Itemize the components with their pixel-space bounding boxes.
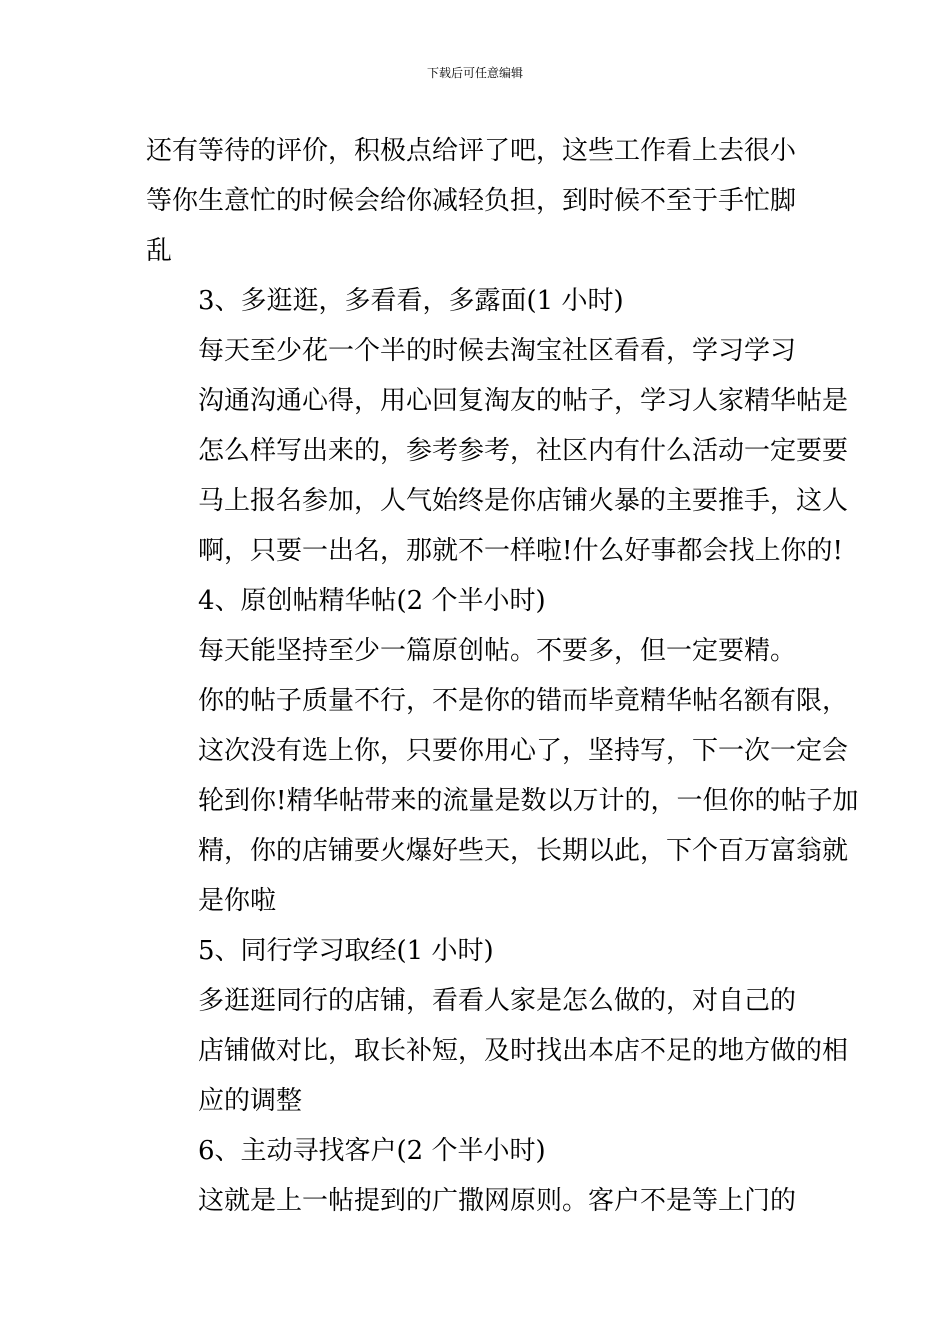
heading-line: 3、多逛逛，多看看，多露面(1 小时) xyxy=(198,286,624,316)
text-line: 马上报名参加，人气始终是你店铺火暴的主要推手，这人 xyxy=(198,486,849,516)
heading-line: 4、原创帖精华帖(2 个半小时) xyxy=(198,586,546,616)
paragraph-find-customers xyxy=(146,1176,808,1226)
document-body xyxy=(146,126,859,1226)
text-line: 这就是上一帖提到的广撒网原则。客户不是等上门的 xyxy=(198,1186,797,1216)
text-line: 每天能坚持至少一篇原创帖。不要多，但一定要精。 xyxy=(198,636,797,666)
text-line: 沟通沟通心得，用心回复淘友的帖子，学习人家精华帖是 xyxy=(198,386,849,416)
section-heading-4 xyxy=(146,576,808,626)
text-line: 啊，只要一出名，那就不一样啦!什么好事都会找上你的! xyxy=(198,536,843,566)
paragraph-community xyxy=(146,326,849,576)
paragraph-peer-learning xyxy=(146,976,849,1126)
text-line: 是你啦 xyxy=(198,886,277,916)
text-line: 还有等待的评价，积极点给评了吧，这些工作看上去很小 xyxy=(146,136,797,166)
section-heading-3 xyxy=(146,276,808,326)
text-line: 乱 xyxy=(146,236,173,266)
text-line: 你的帖子质量不行，不是你的错而毕竟精华帖名额有限， xyxy=(198,686,849,716)
text-line: 多逛逛同行的店铺，看看人家是怎么做的，对自己的 xyxy=(198,986,797,1016)
text-line: 每天至少花一个半的时候去淘宝社区看看，学习学习 xyxy=(198,336,797,366)
section-heading-6 xyxy=(146,1126,808,1176)
page-header: 下载后可任意编辑 xyxy=(426,66,523,80)
heading-line: 5、同行学习取经(1 小时) xyxy=(198,936,494,966)
paragraph-original-posts xyxy=(146,626,859,926)
text-line: 应的调整 xyxy=(198,1086,303,1116)
text-line: 精，你的店铺要火爆好些天，长期以此，下个百万富翁就 xyxy=(198,836,849,866)
section-heading-5 xyxy=(146,926,808,976)
text-line: 等你生意忙的时候会给你减轻负担，到时候不至于手忙脚 xyxy=(146,186,797,216)
heading-line: 6、主动寻找客户(2 个半小时) xyxy=(198,1136,546,1166)
text-line: 轮到你!精华帖带来的流量是数以万计的，一但你的帖子加 xyxy=(198,786,859,816)
text-line: 店铺做对比，取长补短，及时找出本店不足的地方做的相 xyxy=(198,1036,849,1066)
text-line: 这次没有选上你，只要你用心了，坚持写，下一次一定会 xyxy=(198,736,849,766)
paragraph-continuation xyxy=(146,126,808,276)
text-line: 怎么样写出来的，参考参考，社区内有什么活动一定要要 xyxy=(198,436,849,466)
